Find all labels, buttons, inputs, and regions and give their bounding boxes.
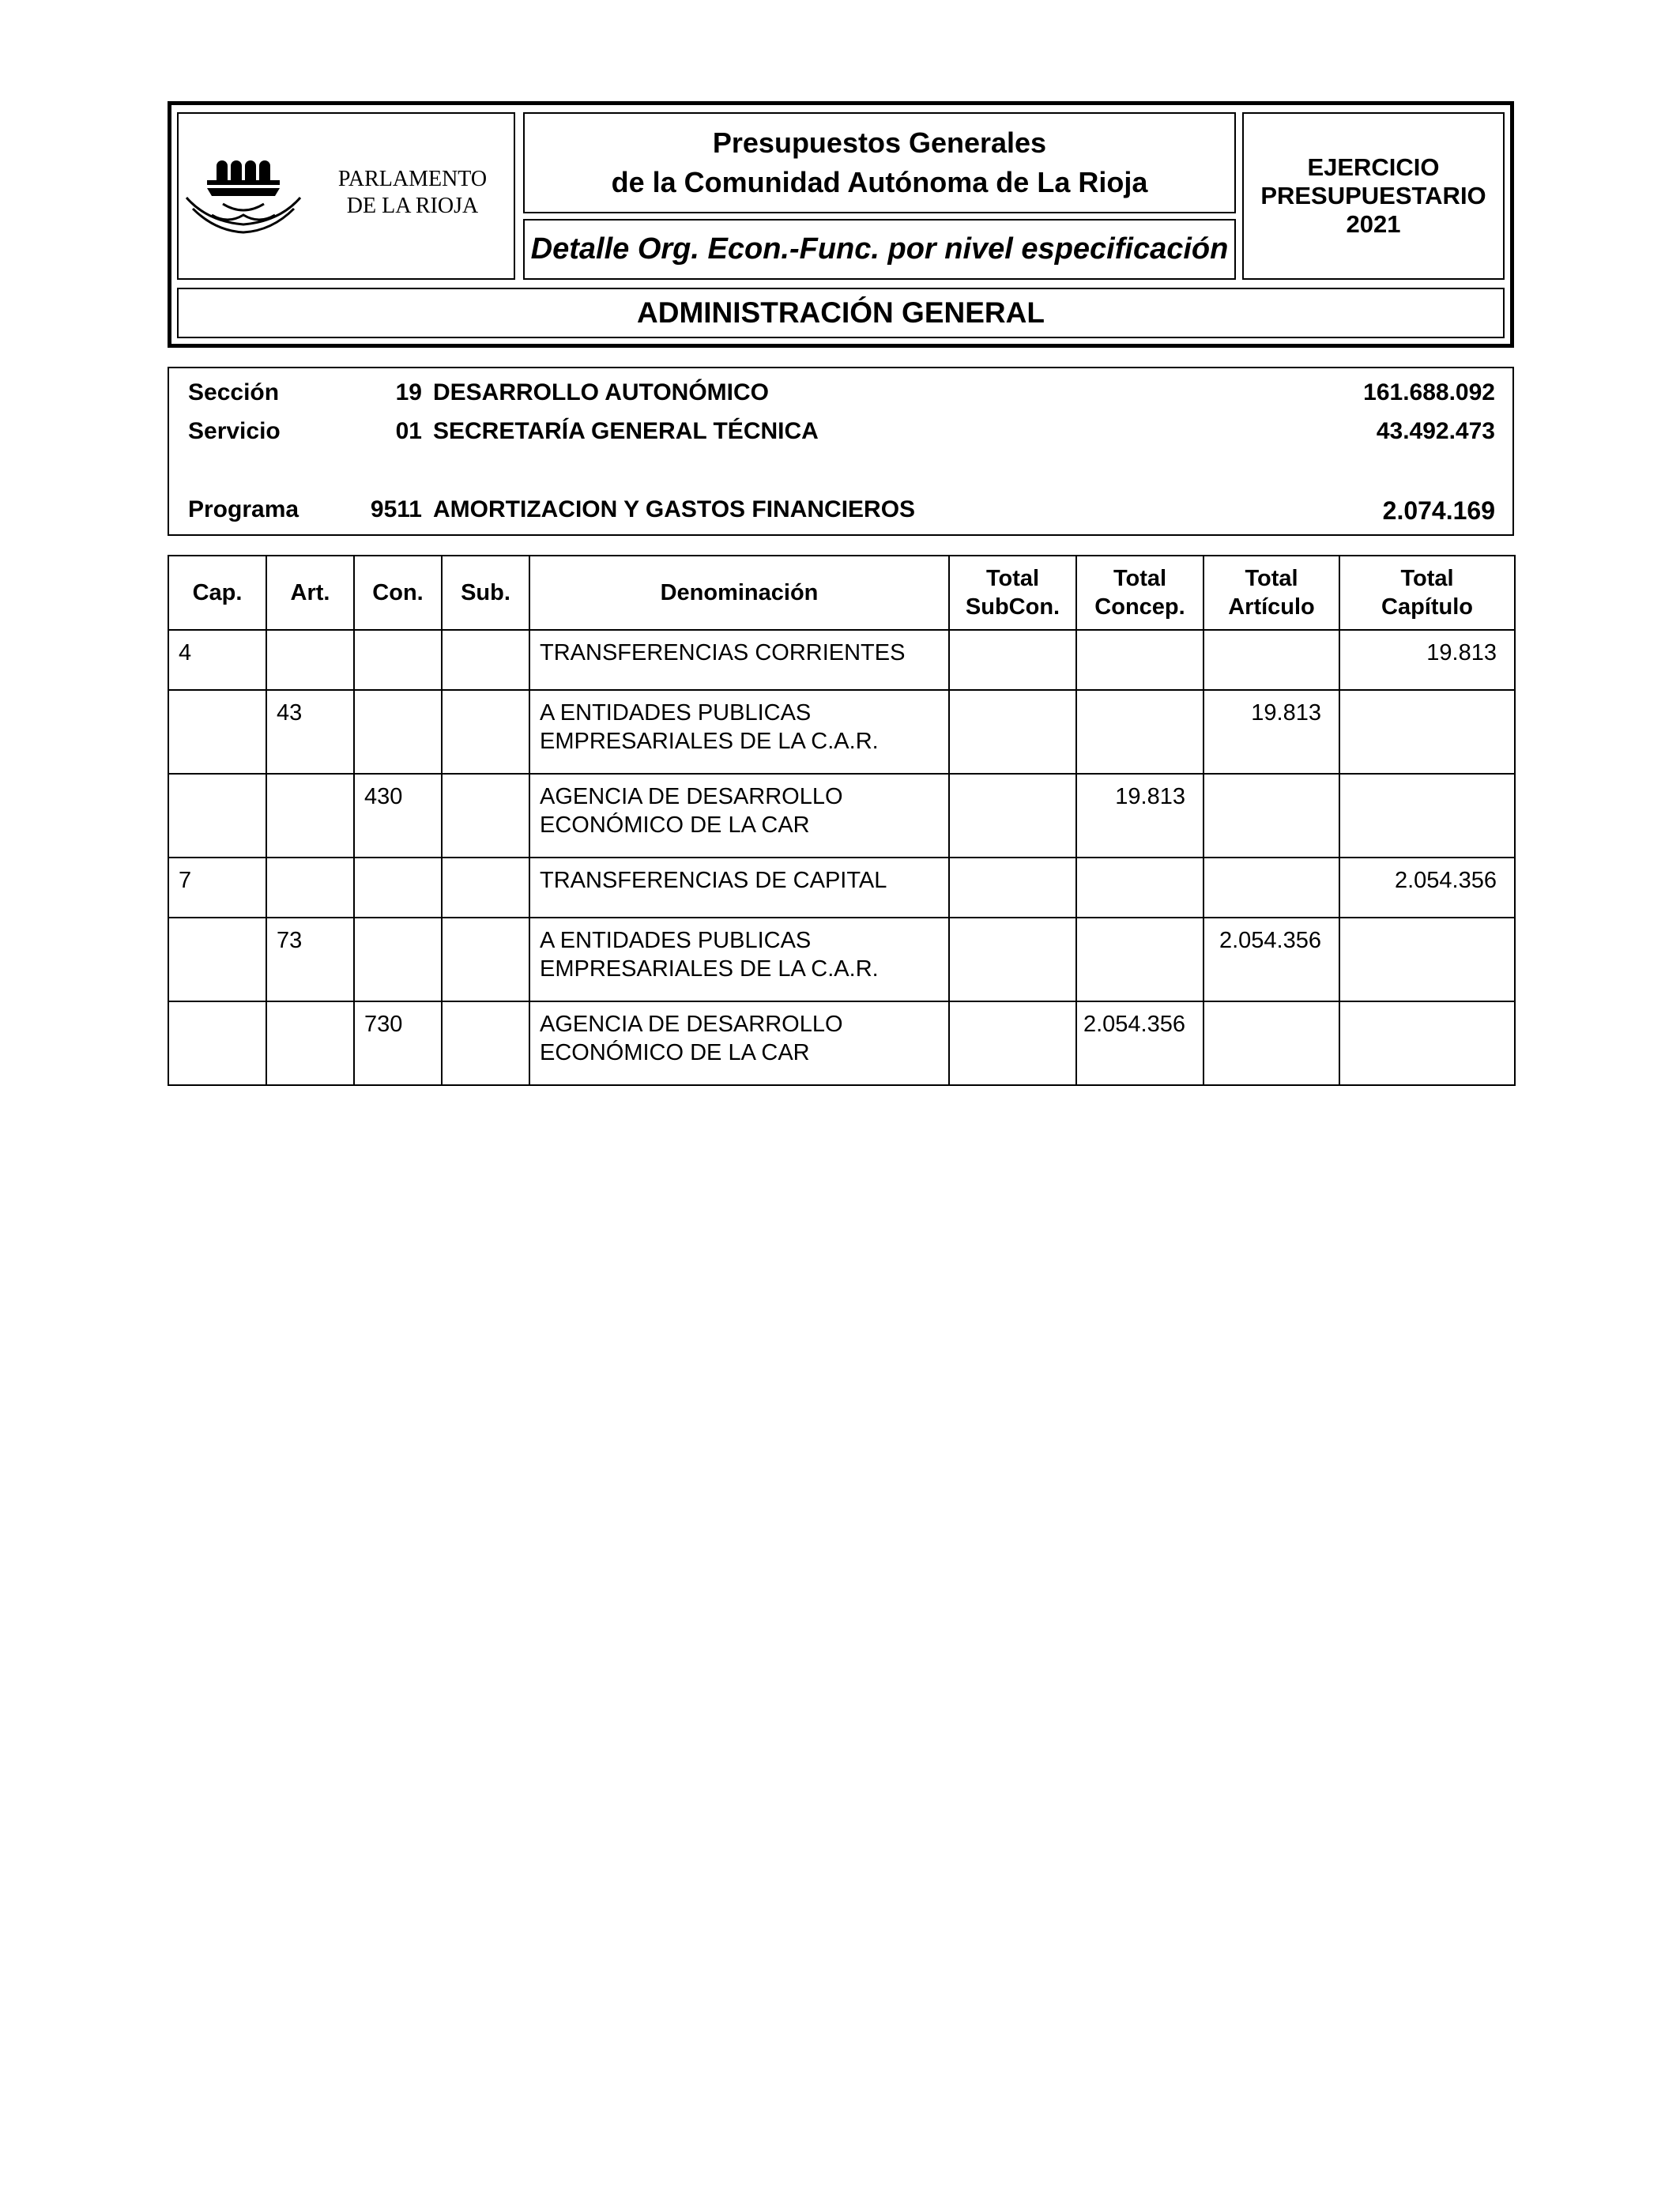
col-header-total-concep-l1: Total — [1113, 566, 1167, 591]
cell-art: 43 — [266, 690, 354, 774]
ejercicio-year: 2021 — [1346, 210, 1401, 238]
col-header-total-capitulo-l1: Total — [1400, 566, 1454, 591]
cell-sub — [442, 1001, 529, 1085]
programa-row — [169, 496, 1512, 528]
cell-total-articulo — [1203, 1001, 1339, 1085]
budget-detail-table — [168, 555, 1516, 1086]
col-header-total-articulo — [1203, 556, 1339, 630]
denominacion-line: A ENTIDADES PUBLICAS — [540, 928, 812, 953]
cell-total-articulo — [1203, 774, 1339, 858]
col-header-total-concep-l2: Concep. — [1094, 594, 1185, 620]
col-header-total-subcon — [949, 556, 1076, 630]
denominacion-line: TRANSFERENCIAS CORRIENTES — [540, 640, 906, 665]
denominacion-line: EMPRESARIALES DE LA C.A.R. — [540, 729, 879, 754]
servicio-code: 01 — [395, 418, 422, 444]
servicio-name: SECRETARÍA GENERAL TÉCNICA — [433, 418, 819, 444]
parlamento-emblem-icon — [183, 149, 310, 243]
title-line-1: Presupuestos Generales — [712, 126, 1047, 159]
cell-denominacion — [529, 630, 949, 690]
programa-code: 9511 — [370, 496, 422, 522]
table-row — [168, 1001, 1515, 1085]
cell-sub — [442, 774, 529, 858]
cell-total-capitulo — [1339, 690, 1515, 774]
cell-total-concep: 2.054.356 — [1076, 1001, 1203, 1085]
title-line-2: de la Comunidad Autónoma de La Rioja — [611, 166, 1148, 198]
cell-total-concep — [1076, 858, 1203, 918]
programa-amount: 2.074.169 — [1382, 496, 1495, 525]
cell-denominacion — [529, 774, 949, 858]
col-header-con: Con. — [354, 556, 442, 630]
programa-name: AMORTIZACION Y GASTOS FINANCIEROS — [433, 496, 916, 522]
title-box — [523, 112, 1236, 213]
admin-box — [177, 288, 1505, 338]
cell-total-articulo — [1203, 630, 1339, 690]
cell-total-subcon — [949, 918, 1076, 1001]
cell-cap — [168, 1001, 266, 1085]
cell-total-articulo: 2.054.356 — [1203, 918, 1339, 1001]
seccion-code: 19 — [395, 379, 422, 405]
cell-total-articulo — [1203, 858, 1339, 918]
subtitle-box — [523, 219, 1236, 280]
cell-total-concep: 19.813 — [1076, 774, 1203, 858]
col-header-total-capitulo-l2: Capítulo — [1381, 594, 1473, 620]
denominacion-line: ECONÓMICO DE LA CAR — [540, 1040, 810, 1065]
cell-art — [266, 1001, 354, 1085]
cell-total-subcon — [949, 630, 1076, 690]
seccion-label: Sección — [188, 379, 280, 405]
servicio-row — [169, 418, 1512, 450]
cell-total-articulo: 19.813 — [1203, 690, 1339, 774]
col-header-sub: Sub. — [442, 556, 529, 630]
cell-total-concep — [1076, 690, 1203, 774]
logo-line-2: DE LA RIOJA — [346, 194, 479, 218]
table-row — [168, 630, 1515, 690]
col-header-total-concep — [1076, 556, 1203, 630]
cell-total-subcon — [949, 690, 1076, 774]
denominacion-line: ECONÓMICO DE LA CAR — [540, 812, 810, 838]
cell-denominacion — [529, 1001, 949, 1085]
cell-cap: 4 — [168, 630, 266, 690]
cell-denominacion — [529, 918, 949, 1001]
col-header-total-subcon-l1: Total — [985, 566, 1040, 591]
cell-art — [266, 630, 354, 690]
cell-con: 730 — [354, 1001, 442, 1085]
logo-wordmark — [319, 166, 506, 220]
table-row — [168, 690, 1515, 774]
col-header-total-capitulo — [1339, 556, 1515, 630]
denominacion-line: AGENCIA DE DESARROLLO — [540, 1012, 843, 1037]
col-header-cap: Cap. — [168, 556, 266, 630]
table-row — [168, 918, 1515, 1001]
cell-sub — [442, 858, 529, 918]
cell-total-subcon — [949, 774, 1076, 858]
cell-art — [266, 858, 354, 918]
org-summary — [168, 367, 1514, 536]
cell-cap — [168, 690, 266, 774]
cell-con — [354, 918, 442, 1001]
cell-cap: 7 — [168, 858, 266, 918]
col-header-art: Art. — [266, 556, 354, 630]
ejercicio-box — [1242, 112, 1505, 280]
cell-total-capitulo: 2.054.356 — [1339, 858, 1515, 918]
col-header-total-articulo-l2: Artículo — [1228, 594, 1315, 620]
cell-con — [354, 858, 442, 918]
servicio-amount: 43.492.473 — [1376, 418, 1495, 444]
cell-con: 430 — [354, 774, 442, 858]
col-header-total-articulo-l1: Total — [1245, 566, 1298, 591]
logo-line-1: PARLAMENTO — [337, 167, 488, 191]
cell-sub — [442, 630, 529, 690]
ejercicio-line-2: PRESUPUESTARIO — [1260, 182, 1486, 209]
admin-title: ADMINISTRACIÓN GENERAL — [637, 296, 1045, 329]
report-subtitle: Detalle Org. Econ.-Func. por nivel especificación — [530, 232, 1229, 266]
cell-total-capitulo — [1339, 918, 1515, 1001]
cell-denominacion — [529, 858, 949, 918]
denominacion-line: A ENTIDADES PUBLICAS — [540, 700, 812, 726]
cell-total-capitulo: 19.813 — [1339, 630, 1515, 690]
seccion-amount: 161.688.092 — [1363, 379, 1495, 405]
cell-cap — [168, 918, 266, 1001]
ejercicio-line-1: EJERCICIO — [1307, 153, 1440, 181]
denominacion-line: TRANSFERENCIAS DE CAPITAL — [540, 868, 887, 893]
logo-box — [177, 112, 515, 280]
denominacion-line: EMPRESARIALES DE LA C.A.R. — [540, 956, 879, 982]
cell-sub — [442, 690, 529, 774]
table-header-row — [168, 556, 1515, 630]
cell-cap — [168, 774, 266, 858]
cell-total-capitulo — [1339, 1001, 1515, 1085]
col-header-denominacion: Denominación — [529, 556, 949, 630]
servicio-label: Servicio — [188, 418, 281, 444]
cell-total-capitulo — [1339, 774, 1515, 858]
cell-total-subcon — [949, 1001, 1076, 1085]
table-row — [168, 858, 1515, 918]
cell-total-concep — [1076, 630, 1203, 690]
seccion-row — [169, 379, 1512, 411]
denominacion-line: AGENCIA DE DESARROLLO — [540, 784, 843, 809]
cell-art: 73 — [266, 918, 354, 1001]
cell-total-concep — [1076, 918, 1203, 1001]
cell-art — [266, 774, 354, 858]
cell-denominacion — [529, 690, 949, 774]
table-row — [168, 774, 1515, 858]
col-header-total-subcon-l2: SubCon. — [965, 594, 1060, 620]
programa-label: Programa — [188, 496, 299, 522]
seccion-name: DESARROLLO AUTONÓMICO — [433, 379, 769, 405]
cell-sub — [442, 918, 529, 1001]
cell-total-subcon — [949, 858, 1076, 918]
cell-con — [354, 630, 442, 690]
cell-con — [354, 690, 442, 774]
